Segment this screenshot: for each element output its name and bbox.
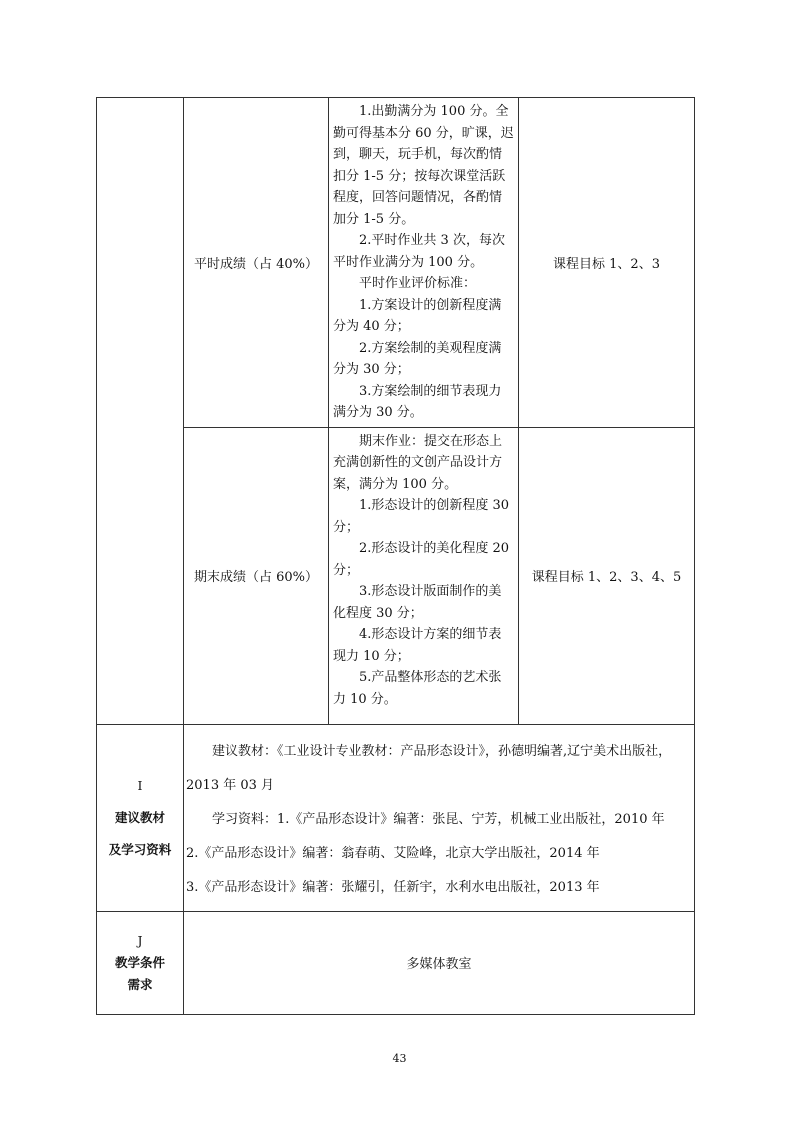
criteria-line: 期末作业：提交在形态上充满创新性的文创产品设计方案，满分为 100 分。 bbox=[333, 433, 503, 492]
criteria-line: 1.出勤满分为 100 分。全勤可得基本分 60 分，旷课，迟到，聊天，玩手机，每次酌情扣分 1-5 分；按每次课堂活跃程度，回答问题情况，各酌情加分 1-5 分。 bbox=[333, 104, 514, 227]
section-i-heading bbox=[97, 724, 184, 911]
section-i-title-line1: 建议教材 bbox=[114, 809, 165, 825]
section-j-row bbox=[97, 911, 695, 1014]
usual-grade-row bbox=[97, 98, 695, 428]
blank-merged-cell bbox=[97, 98, 184, 725]
usual-grade-criteria bbox=[329, 98, 519, 428]
reference-line: 2.《产品形态设计》编著：翁春萌、艾险峰，北京大学出版社，2014 年 bbox=[186, 845, 600, 861]
reference-line: 3.《产品形态设计》编著：张耀引，任新宇，水利水电出版社，2013 年 bbox=[186, 879, 600, 895]
section-j-heading bbox=[97, 911, 184, 1014]
section-j-letter: J bbox=[137, 932, 143, 948]
final-grade-row bbox=[97, 427, 695, 724]
section-j-content: 多媒体教室 bbox=[184, 911, 695, 1014]
usual-grade-label: 平时成绩（占 40%） bbox=[184, 98, 329, 428]
criteria-line: 1.形态设计的创新程度 30 分； bbox=[333, 498, 510, 535]
criteria-line: 5.产品整体形态的艺术张力 10 分。 bbox=[333, 670, 502, 707]
textbook-line: 建议教材：《工业设计专业教材：产品形态设计》，孙德明编著,辽宁美术出版社，2013 年 03 月 bbox=[186, 743, 672, 793]
criteria-line: 1.方案设计的创新程度满分为 40 分； bbox=[333, 297, 502, 334]
reference-line: 学习资料：1.《产品形态设计》编著：张昆、宁芳，机械工业出版社，2010 年 bbox=[212, 811, 665, 827]
section-i-title-line2: 及学习资料 bbox=[108, 841, 172, 857]
section-i-row bbox=[97, 724, 695, 911]
criteria-line: 2.平时作业共 3 次，每次平时作业满分为 100 分。 bbox=[333, 233, 505, 270]
criteria-line: 2.形态设计的美化程度 20 分； bbox=[333, 541, 510, 578]
section-i-letter: I bbox=[137, 777, 143, 793]
criteria-line: 3.形态设计版面制作的美化程度 30 分； bbox=[333, 584, 502, 621]
criteria-line: 3.方案绘制的细节表现力满分为 30 分。 bbox=[333, 383, 502, 420]
section-i-content bbox=[184, 724, 695, 911]
usual-grade-goal: 课程目标 1、2、3 bbox=[519, 98, 695, 428]
criteria-line: 2.方案绘制的美观程度满分为 30 分； bbox=[333, 340, 502, 377]
criteria-line: 4.形态设计方案的细节表现力 10 分； bbox=[333, 627, 502, 664]
page-number: 43 bbox=[392, 1052, 407, 1065]
section-j-title-line1: 教学条件 bbox=[114, 954, 165, 970]
criteria-line: 平时作业评价标准： bbox=[359, 276, 477, 291]
section-j-title-line2: 需求 bbox=[127, 976, 153, 992]
final-grade-goal: 课程目标 1、2、3、4、5 bbox=[519, 427, 695, 724]
final-grade-label: 期末成绩（占 60%） bbox=[184, 427, 329, 724]
final-grade-criteria bbox=[329, 427, 519, 724]
course-table bbox=[96, 97, 695, 1015]
